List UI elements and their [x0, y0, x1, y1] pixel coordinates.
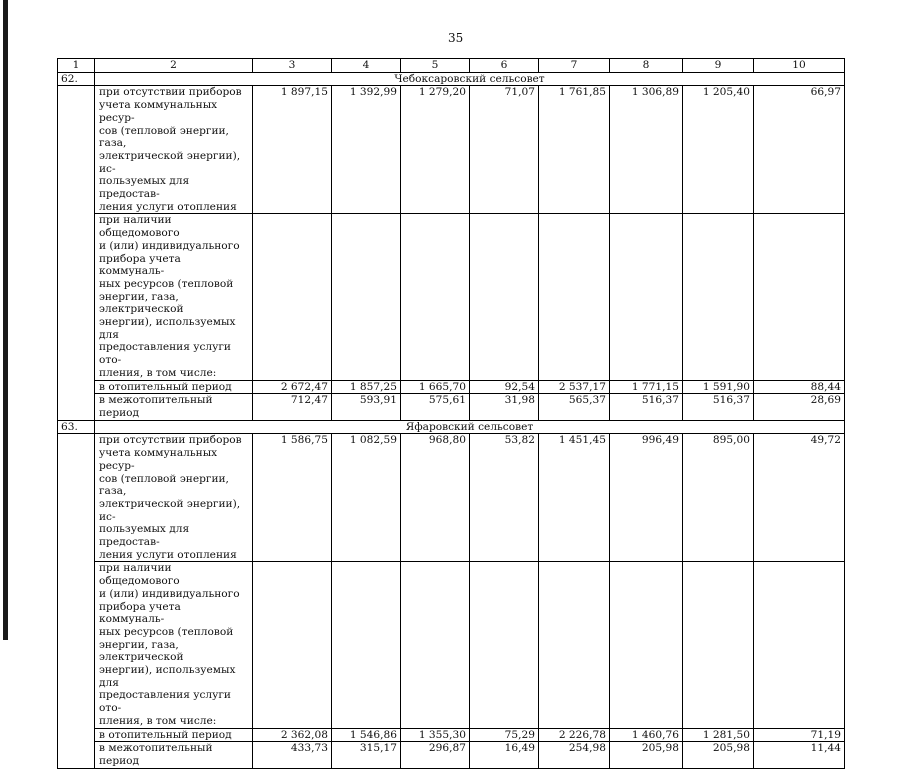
table-row — [58, 380, 845, 394]
row-label: в отопительный период — [95, 728, 253, 742]
value-cell: 49,72 — [754, 434, 845, 562]
empty-cell — [683, 562, 754, 728]
section-number: 62. — [58, 72, 95, 86]
table-row — [58, 214, 845, 380]
value-cell: 254,98 — [539, 742, 610, 768]
value-cell: 28,69 — [754, 394, 845, 420]
empty-cell — [539, 214, 610, 380]
empty-cell — [754, 214, 845, 380]
value-cell: 71,19 — [754, 728, 845, 742]
empty-cell — [683, 214, 754, 380]
value-cell: 1 771,15 — [610, 380, 683, 394]
column-header: 4 — [332, 59, 401, 73]
value-cell: 2 362,08 — [253, 728, 332, 742]
row-label: при отсутствии приборов учета коммунальных ресур- сов (тепловой энергии, газа, электрической энергии), ис- пользуемых для предостав- ления услуги отопления — [95, 434, 253, 562]
value-cell: 2 672,47 — [253, 380, 332, 394]
empty-cell — [754, 562, 845, 728]
value-cell: 1 392,99 — [332, 86, 401, 214]
value-cell: 66,97 — [754, 86, 845, 214]
empty-cell — [253, 562, 332, 728]
value-cell: 16,49 — [470, 742, 539, 768]
table-row — [58, 86, 845, 214]
row-label: при наличии общедомового и (или) индивидуального прибора учета коммуналь- ных ресурсов (тепловой энергии, газа, электрической энергии), используемых для предоставления услуги ото- пления, в том числе: — [95, 214, 253, 380]
empty-cell — [401, 214, 470, 380]
row-label: в межотопительный период — [95, 394, 253, 420]
value-cell: 205,98 — [610, 742, 683, 768]
value-cell: 1 586,75 — [253, 434, 332, 562]
value-cell: 1 306,89 — [610, 86, 683, 214]
table-row — [58, 562, 845, 728]
value-cell: 712,47 — [253, 394, 332, 420]
value-cell: 516,37 — [610, 394, 683, 420]
value-cell: 1 897,15 — [253, 86, 332, 214]
value-cell: 996,49 — [610, 434, 683, 562]
value-cell: 2 226,78 — [539, 728, 610, 742]
empty-cell — [58, 434, 95, 768]
page-number: 35 — [448, 31, 464, 45]
page-edge-bar — [3, 0, 8, 640]
column-number-row — [58, 59, 845, 73]
value-cell: 2 537,17 — [539, 380, 610, 394]
column-header: 3 — [253, 59, 332, 73]
section-title: Чебоксаровский сельсовет — [95, 72, 845, 86]
column-header: 2 — [95, 59, 253, 73]
value-cell: 92,54 — [470, 380, 539, 394]
value-cell: 315,17 — [332, 742, 401, 768]
value-cell: 1 857,25 — [332, 380, 401, 394]
value-cell: 433,73 — [253, 742, 332, 768]
column-header: 6 — [470, 59, 539, 73]
value-cell: 205,98 — [683, 742, 754, 768]
value-cell: 575,61 — [401, 394, 470, 420]
value-cell: 88,44 — [754, 380, 845, 394]
value-cell: 53,82 — [470, 434, 539, 562]
value-cell: 1 281,50 — [683, 728, 754, 742]
row-label: в межотопительный период — [95, 742, 253, 768]
row-label: в отопительный период — [95, 380, 253, 394]
value-cell: 1 546,86 — [332, 728, 401, 742]
empty-cell — [332, 562, 401, 728]
empty-cell — [610, 214, 683, 380]
table-row — [58, 728, 845, 742]
value-cell: 1 082,59 — [332, 434, 401, 562]
row-label: при отсутствии приборов учета коммунальных ресур- сов (тепловой энергии, газа, электрической энергии), ис- пользуемых для предостав- ления услуги отопления — [95, 86, 253, 214]
table-row — [58, 742, 845, 768]
value-cell: 895,00 — [683, 434, 754, 562]
value-cell: 1 460,76 — [610, 728, 683, 742]
value-cell: 71,07 — [470, 86, 539, 214]
value-cell: 1 761,85 — [539, 86, 610, 214]
column-header: 10 — [754, 59, 845, 73]
tariff-table — [57, 58, 845, 769]
column-header: 5 — [401, 59, 470, 73]
empty-cell — [610, 562, 683, 728]
section-header-row — [58, 72, 845, 86]
value-cell: 516,37 — [683, 394, 754, 420]
value-cell: 565,37 — [539, 394, 610, 420]
empty-cell — [539, 562, 610, 728]
value-cell: 1 591,90 — [683, 380, 754, 394]
table-row — [58, 434, 845, 562]
value-cell: 968,80 — [401, 434, 470, 562]
column-header: 7 — [539, 59, 610, 73]
column-header: 8 — [610, 59, 683, 73]
value-cell: 1 279,20 — [401, 86, 470, 214]
empty-cell — [332, 214, 401, 380]
row-label: при наличии общедомового и (или) индивидуального прибора учета коммуналь- ных ресурсов (тепловой энергии, газа, электрической энергии), используемых для предоставления услуги ото- пления, в том числе: — [95, 562, 253, 728]
table-row — [58, 394, 845, 420]
section-number: 63. — [58, 420, 95, 434]
value-cell: 1 355,30 — [401, 728, 470, 742]
empty-cell — [470, 562, 539, 728]
section-title: Яфаровский сельсовет — [95, 420, 845, 434]
value-cell: 11,44 — [754, 742, 845, 768]
value-cell: 593,91 — [332, 394, 401, 420]
column-header: 9 — [683, 59, 754, 73]
value-cell: 1 665,70 — [401, 380, 470, 394]
empty-cell — [58, 86, 95, 420]
value-cell: 31,98 — [470, 394, 539, 420]
value-cell: 1 451,45 — [539, 434, 610, 562]
empty-cell — [253, 214, 332, 380]
value-cell: 1 205,40 — [683, 86, 754, 214]
empty-cell — [401, 562, 470, 728]
section-header-row — [58, 420, 845, 434]
value-cell: 75,29 — [470, 728, 539, 742]
column-header: 1 — [58, 59, 95, 73]
value-cell: 296,87 — [401, 742, 470, 768]
empty-cell — [470, 214, 539, 380]
